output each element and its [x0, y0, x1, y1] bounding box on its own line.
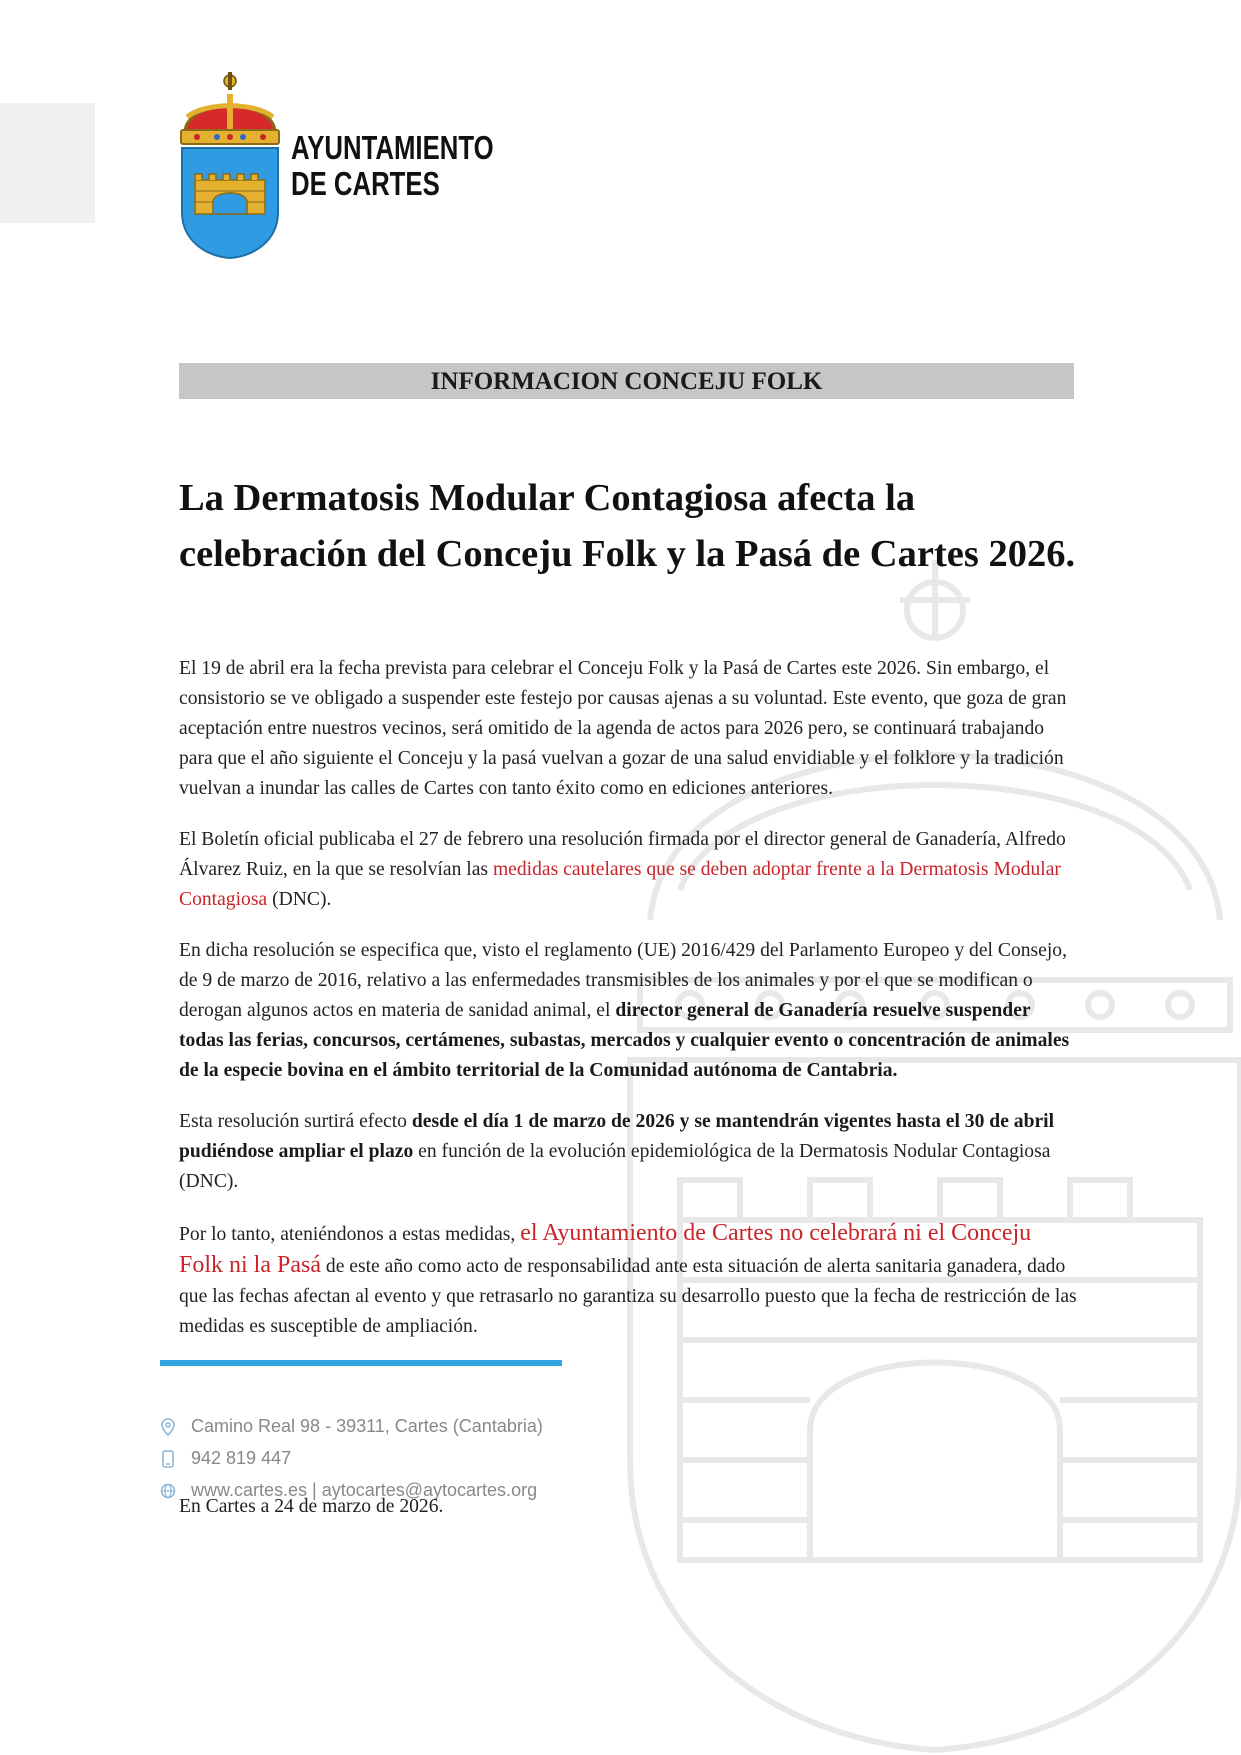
- logo-wordmark: [291, 131, 551, 200]
- paragraph-2-tail: (DNC).: [267, 889, 332, 910]
- side-tab-decoration: [0, 103, 95, 223]
- paragraph-4-tail: en función de la evolución epidemiológica de la Dermatosis Nodular Contagiosa (DNC).: [179, 1141, 1051, 1192]
- article-body: [179, 654, 1079, 1363]
- paragraph-3-text: En dicha resolución se especifica que, visto el reglamento (UE) 2016/429 del Parlamento Europeo y del Consejo, de 9 de marzo de 2016, relativo a las enfermedades transmisibles de los animales y por el que se modifican o derogan algunos actos en materia de sanidad animal, el: [179, 940, 1067, 1021]
- logo-line-1: AYUNTAMIENTO: [291, 129, 494, 166]
- paragraph-4-bold: desde el día 1 de marzo de 2026 y se mantendrán vigentes hasta el 30 de abril pudiéndose ampliar el plazo: [179, 1111, 1055, 1162]
- paragraph-4: [179, 1107, 1079, 1197]
- logo-line-2: DE CARTES: [291, 165, 440, 202]
- paragraph-5: [179, 1218, 1079, 1342]
- footer-address-row: [160, 1414, 543, 1446]
- paragraph-2-text: El Boletín oficial publicaba el 27 de febrero una resolución firmada por el director general de Ganadería, Alfredo Álvarez Ruiz, en la que se resolvían las: [179, 829, 1066, 880]
- paragraph-3-bold: director general de Ganadería resuelve suspender todas las ferias, concursos, certámenes, subastas, mercados y cualquier evento o concentración de animales de la especie bovina en el ámbito territorial de la Comunidad autónoma de Cantabria.: [179, 1000, 1070, 1081]
- paragraph-2: [179, 825, 1079, 915]
- paragraph-5-tail: de este año como acto de responsabilidad ante esta situación de alerta sanitaria ganadera, dado que las fechas afectan al evento y que retrasarlo no garantiza su desarrollo puesto que la fecha de restricción de las medidas es susceptible de ampliación.: [179, 1256, 1077, 1337]
- location-pin-icon: [160, 1418, 176, 1436]
- medidas-cautelares-link[interactable]: medidas cautelares que se deben adoptar frente a la Dermatosis Modular Contagiosa: [179, 859, 1061, 910]
- paragraph-5-text: Por lo tanto, ateniéndonos a estas medidas,: [179, 1224, 521, 1245]
- phone-icon: [160, 1450, 176, 1468]
- footer-web-email[interactable]: www.cartes.es | aytocartes@aytocartes.org: [191, 1480, 538, 1500]
- footer-phone-row: [160, 1446, 543, 1478]
- paragraph-4-text: Esta resolución surtirá efecto: [179, 1111, 412, 1132]
- paragraph-3: [179, 936, 1079, 1086]
- footer-phone[interactable]: 942 819 447: [191, 1448, 292, 1468]
- footer-address: Camino Real 98 - 39311, Cartes (Cantabria): [191, 1416, 543, 1436]
- article-headline: La Dermatosis Modular Contagiosa afecta la celebración del Conceju Folk y la Pasá de Cartes 2026.: [179, 477, 1076, 575]
- paragraph-1: El 19 de abril era la fecha prevista para celebrar el Conceju Folk y la Pasá de Cartes este 2026. Sin embargo, el consistorio se ve obligado a suspender este festejo por causas ajenas a su voluntad. Este evento, que goza de gran aceptación entre nuestros vecinos, será omitido de la agenda de actos para 2026 pero, se continuará trabajando para que el año siguiente el Conceju y la pasá vuelvan a gozar de una salud envidiable y el folklore y la tradición vuelvan a inundar las calles de Cartes con tanto éxito como en ediciones anteriores.: [179, 658, 1067, 799]
- section-banner: INFORMACION CONCEJU FOLK: [179, 363, 1074, 399]
- globe-icon: [160, 1482, 176, 1500]
- footer-accent-line: [160, 1360, 562, 1366]
- closing-date: En Cartes a 24 de marzo de 2026.: [179, 1496, 444, 1517]
- paragraph-5-highlight: el Ayuntamiento de Cartes no celebrará ni el Conceju Folk ni la Pasá: [179, 1220, 1032, 1278]
